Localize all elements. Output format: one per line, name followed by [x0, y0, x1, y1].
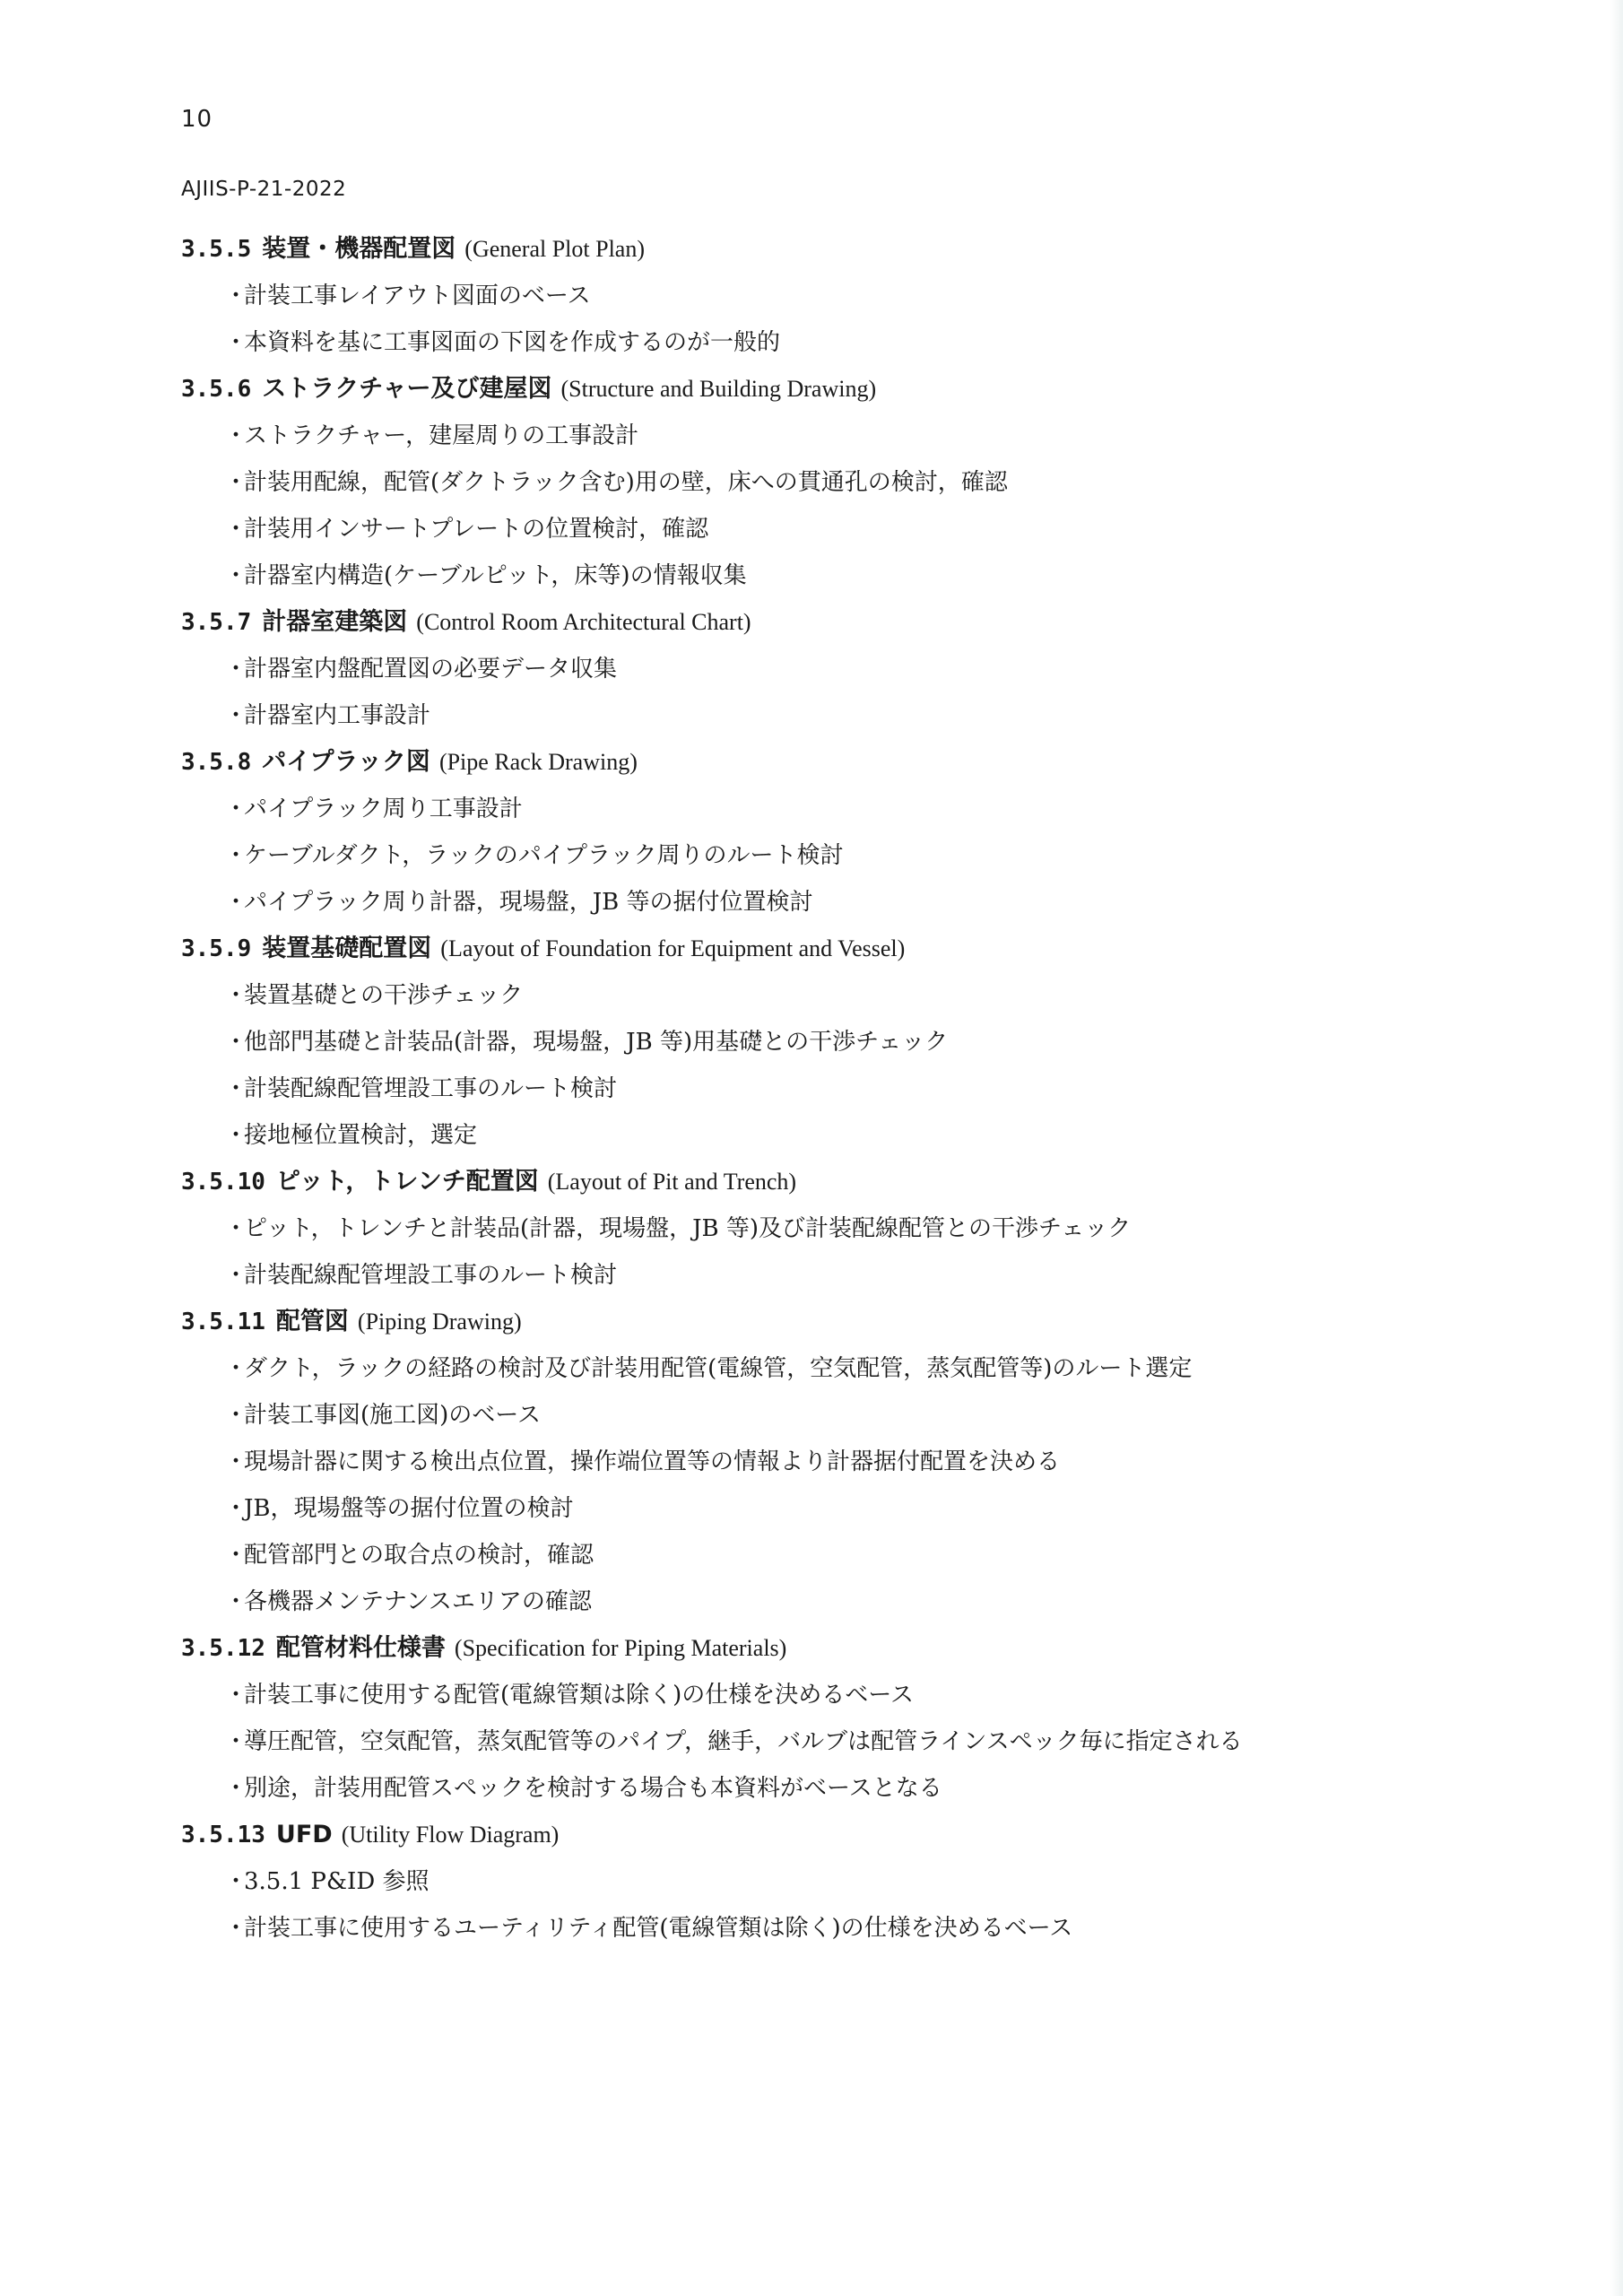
list-item-text: 3.5.1 P&ID 参照	[244, 1868, 430, 1895]
bullet-icon: ・	[224, 469, 248, 496]
section-title: 装置・機器配置図	[262, 235, 456, 263]
section	[181, 739, 1544, 926]
list-item-text: 計器室内構造(ケーブルピット，床等)の情報収集	[244, 562, 747, 589]
section-list	[181, 226, 1544, 1952]
bullet-icon: ・	[224, 796, 248, 822]
list-item	[224, 1392, 1544, 1439]
section-title-english: (Structure and Building Drawing)	[560, 376, 877, 402]
section-heading	[181, 1812, 1544, 1858]
list-item-text: ピット，トレンチと計装品(計器，現場盤，JB 等)及び計装配線配管との干渉チェック	[244, 1215, 1132, 1242]
section-title: パイプラック図	[262, 748, 430, 776]
section-title: ピット，トレンチ配置図	[275, 1168, 539, 1196]
bullet-icon: ・	[224, 842, 248, 869]
list-item-text: 装置基礎との干渉チェック	[244, 982, 524, 1009]
list-item	[224, 972, 1544, 1019]
list-item	[224, 506, 1544, 552]
list-item	[224, 1672, 1544, 1718]
bullet-icon: ・	[224, 422, 248, 449]
list-item	[224, 1345, 1544, 1392]
section-number: 3.5.8	[181, 749, 252, 776]
section-heading	[181, 926, 1544, 972]
bullet-list	[181, 646, 1544, 739]
list-item	[224, 1112, 1544, 1159]
bullet-list	[181, 1858, 1544, 1952]
list-item-text: パイプラック周り計器，現場盤，JB 等の据付位置検討	[244, 889, 813, 916]
section-title-english: (Layout of Pit and Trench)	[547, 1169, 797, 1195]
section-number: 3.5.7	[181, 609, 252, 636]
section-title: 計器室建築図	[262, 608, 408, 636]
list-item	[224, 319, 1544, 366]
list-item-text: 計装配線配管埋設工事のルート検討	[244, 1262, 618, 1289]
list-item-text: JB，現場盤等の据付位置の検討	[244, 1495, 574, 1522]
section	[181, 599, 1544, 739]
section-heading	[181, 226, 1544, 273]
list-item-text: 計装工事に使用するユーティリティ配管(電線管類は除く)の仕様を決めるベース	[244, 1915, 1073, 1942]
list-item	[224, 273, 1544, 319]
bullet-icon: ・	[224, 329, 248, 356]
bullet-icon: ・	[224, 1029, 248, 1056]
section-number: 3.5.10	[181, 1169, 265, 1196]
section	[181, 926, 1544, 1159]
scan-edge-shadow	[1610, 0, 1623, 2296]
section	[181, 366, 1544, 599]
list-item-text: 計装工事図(施工図)のベース	[244, 1402, 541, 1429]
list-item-text: 他部門基礎と計装品(計器，現場盤，JB 等)用基礎との干渉チェック	[244, 1029, 949, 1056]
list-item	[224, 1532, 1544, 1578]
bullet-icon: ・	[224, 1728, 248, 1755]
list-item	[224, 1019, 1544, 1065]
bullet-icon: ・	[224, 1402, 248, 1429]
document-id: AJIIS-P-21-2022	[181, 178, 347, 201]
list-item-text: 接地極位置検討，選定	[244, 1122, 478, 1149]
bullet-list	[181, 1205, 1544, 1299]
bullet-icon: ・	[224, 1215, 248, 1242]
list-item	[224, 646, 1544, 692]
bullet-icon: ・	[224, 889, 248, 916]
section-title: 配管材料仕様書	[275, 1634, 446, 1662]
bullet-icon: ・	[224, 1495, 248, 1522]
list-item-text: 配管部門との取合点の検討，確認	[244, 1542, 595, 1569]
bullet-icon: ・	[224, 656, 248, 683]
section-title-english: (Piping Drawing)	[357, 1309, 522, 1335]
section-heading	[181, 599, 1544, 646]
list-item	[224, 1439, 1544, 1485]
section-heading	[181, 739, 1544, 786]
section-title-english: (Layout of Foundation for Equipment and Vessel)	[440, 935, 906, 961]
list-item-text: ダクト，ラックの経路の検討及び計装用配管(電線管，空気配管，蒸気配管等)のルート選定	[244, 1355, 1193, 1382]
list-item	[224, 1205, 1544, 1252]
section	[181, 1812, 1544, 1952]
list-item-text: 計装工事に使用する配管(電線管類は除く)の仕様を決めるベース	[244, 1682, 914, 1709]
list-item	[224, 1858, 1544, 1905]
bullet-icon: ・	[224, 1448, 248, 1475]
bullet-icon: ・	[224, 1262, 248, 1289]
bullet-icon: ・	[224, 702, 248, 729]
list-item	[224, 1578, 1544, 1625]
list-item-text: パイプラック周り工事設計	[244, 796, 523, 822]
list-item-text: 計器室内盤配置図の必要データ収集	[244, 656, 618, 683]
section	[181, 1159, 1544, 1299]
section	[181, 226, 1544, 366]
list-item-text: 現場計器に関する検出点位置，操作端位置等の情報より計器据付配置を決める	[244, 1448, 1061, 1475]
bullet-icon: ・	[224, 1868, 248, 1895]
bullet-list	[181, 786, 1544, 926]
section-number: 3.5.5	[181, 236, 252, 263]
list-item	[224, 1485, 1544, 1532]
list-item	[224, 1765, 1544, 1812]
bullet-icon: ・	[224, 1588, 248, 1615]
section-title-english: (General Plot Plan)	[464, 236, 646, 262]
section-title-english: (Control Room Architectural Chart)	[416, 609, 751, 635]
list-item-text: 本資料を基に工事図面の下図を作成するのが一般的	[244, 329, 781, 356]
section-number: 3.5.13	[181, 1822, 265, 1848]
bullet-icon: ・	[224, 1122, 248, 1149]
list-item	[224, 692, 1544, 739]
list-item	[224, 459, 1544, 506]
bullet-icon: ・	[224, 1075, 248, 1102]
page-number: 10	[181, 106, 213, 133]
section-title: 配管図	[275, 1308, 349, 1335]
section-title-english: (Specification for Piping Materials)	[454, 1635, 787, 1661]
bullet-icon: ・	[224, 562, 248, 589]
section-number: 3.5.12	[181, 1635, 265, 1662]
section-heading	[181, 1159, 1544, 1205]
bullet-icon: ・	[224, 1355, 248, 1382]
list-item	[224, 1252, 1544, 1299]
list-item	[224, 1718, 1544, 1765]
bullet-icon: ・	[224, 283, 248, 309]
section-title: UFD	[275, 1821, 333, 1848]
section-title: 装置基礎配置図	[262, 935, 432, 962]
section-number: 3.5.11	[181, 1309, 265, 1335]
list-item-text: 各機器メンテナンスエリアの確認	[244, 1588, 592, 1615]
list-item-text: 別途，計装用配管スペックを検討する場合も本資料がベースとなる	[244, 1775, 942, 1802]
section-heading	[181, 1299, 1544, 1345]
bullet-list	[181, 972, 1544, 1159]
list-item	[224, 413, 1544, 459]
section-heading	[181, 1625, 1544, 1672]
bullet-icon: ・	[224, 516, 248, 543]
section-heading	[181, 366, 1544, 413]
list-item-text: ケーブルダクト，ラックのパイプラック周りのルート検討	[244, 842, 844, 869]
list-item	[224, 832, 1544, 879]
list-item-text: 計装用インサートプレートの位置検討，確認	[244, 516, 709, 543]
bullet-list	[181, 273, 1544, 366]
section-title-english: (Utility Flow Diagram)	[341, 1822, 560, 1848]
bullet-icon: ・	[224, 1775, 248, 1802]
list-item	[224, 552, 1544, 599]
list-item	[224, 1905, 1544, 1952]
list-item-text: 計装配線配管埋設工事のルート検討	[244, 1075, 618, 1102]
list-item	[224, 1065, 1544, 1112]
list-item-text: 計装用配線，配管(ダクトラック含む)用の壁，床への貫通孔の検討，確認	[244, 469, 1008, 496]
section	[181, 1625, 1544, 1812]
bullet-icon: ・	[224, 1915, 248, 1942]
list-item-text: 計器室内工事設計	[244, 702, 431, 729]
list-item-text: 導圧配管，空気配管，蒸気配管等のパイプ，継手，バルブは配管ラインスペック毎に指定される	[244, 1728, 1243, 1755]
list-item	[224, 879, 1544, 926]
list-item-text: 計装工事レイアウト図面のベース	[244, 283, 591, 309]
section	[181, 1299, 1544, 1625]
section-title: ストラクチャー及び建屋図	[262, 375, 552, 403]
section-title-english: (Pipe Rack Drawing)	[438, 749, 638, 775]
bullet-icon: ・	[224, 1542, 248, 1569]
bullet-list	[181, 1345, 1544, 1625]
list-item	[224, 786, 1544, 832]
bullet-list	[181, 1672, 1544, 1812]
section-number: 3.5.6	[181, 376, 252, 403]
section-number: 3.5.9	[181, 935, 252, 962]
list-item-text: ストラクチャー，建屋周りの工事設計	[244, 422, 639, 449]
bullet-icon: ・	[224, 1682, 248, 1709]
bullet-icon: ・	[224, 982, 248, 1009]
bullet-list	[181, 413, 1544, 599]
